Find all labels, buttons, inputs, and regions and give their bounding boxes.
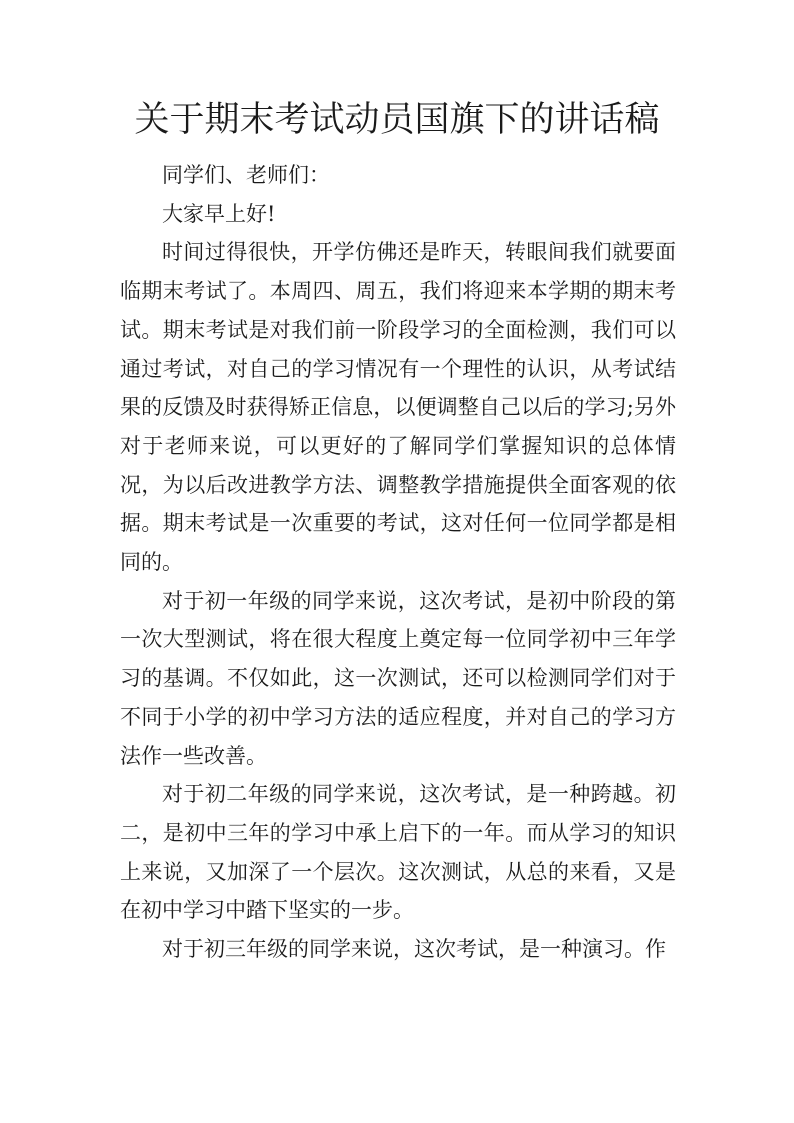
paragraph-grade-one: 对于初一年级的同学来说，这次考试，是初中阶段的第一次大型测试，将在很大程度上奠定每一位同学初中三年学习的基调。不仅如此，这一次测试，还可以检测同学们对于不同于小学的初中学习方法的适应程度，并对自己的学习方法作一些改善。 bbox=[120, 588, 676, 768]
document-body bbox=[120, 156, 676, 969]
paragraph-grade-three: 对于初三年级的同学来说，这次考试，是一种演习。作 bbox=[162, 937, 666, 962]
greeting: 大家早上好! bbox=[162, 201, 276, 226]
paragraph-intro: 时间过得很快，开学仿佛还是昨天，转眼间我们就要面临期末考试了。本周四、周五，我们将迎来本学期的期末考试。期末考试是对我们前一阶段学习的全面检测，我们可以通过考试，对自己的学习情况有一个理性的认识，从考试结果的反馈及时获得矫正信息，以便调整自己以后的学习;另外对于老师来说，可以更好的了解同学们掌握知识的总体情况，为以后改进教学方法、调整教学措施提供全面客观的依据。期末考试是一次重要的考试，这对任何一位同学都是相同的。 bbox=[120, 240, 676, 575]
paragraph-grade-two: 对于初二年级的同学来说，这次考试，是一种跨越。初二，是初中三年的学习中承上启下的一年。而从学习的知识上来说，又加深了一个层次。这次测试，从总的来看，又是在初中学习中踏下坚实的一步。 bbox=[120, 782, 676, 923]
page-title: 关于期末考试动员国旗下的讲话稿 bbox=[134, 100, 660, 140]
salutation: 同学们、老师们： bbox=[162, 163, 330, 187]
